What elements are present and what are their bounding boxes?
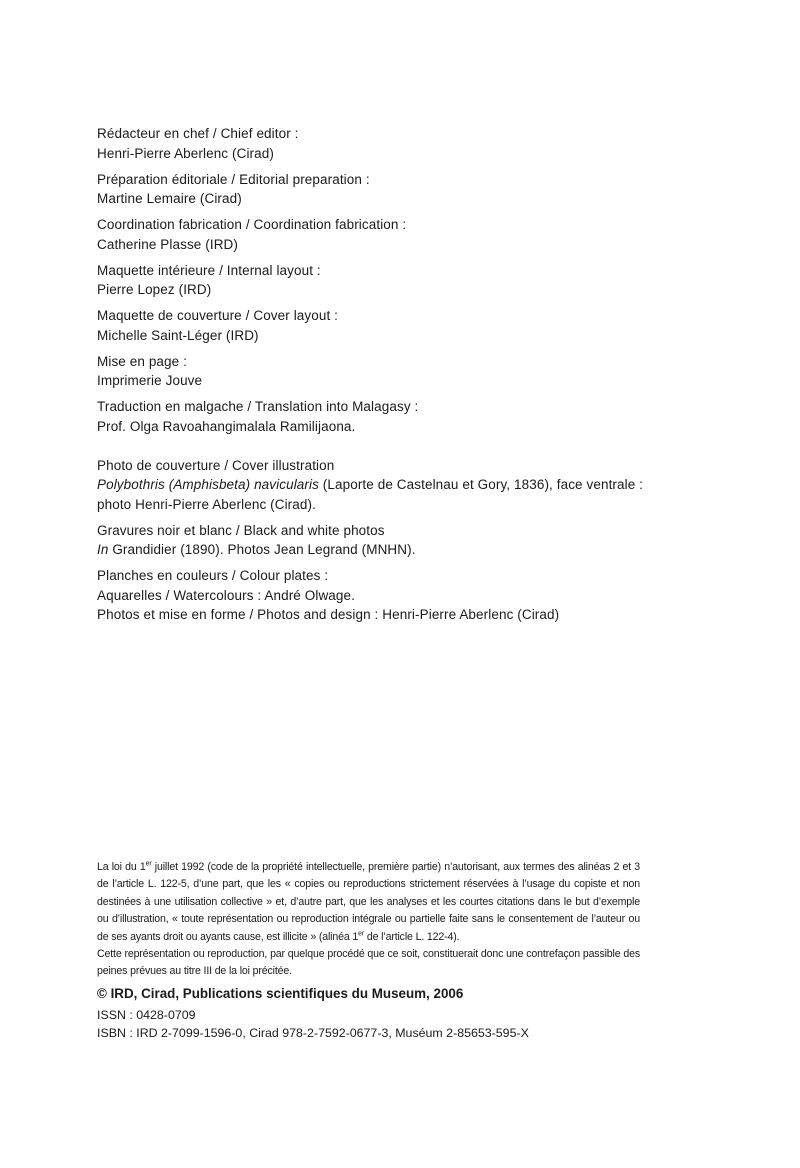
- in-italic: In: [97, 542, 109, 557]
- legal-p1-text: juillet 1992 (code de la propriété intellectuelle, première partie) n’autorisant, aux termes des alinéas 2 et 3 de l’article L. 122-5, d’une part, que les « copies ou reproductions strictement réservées à l’usage du copiste et non destinées à une utilisation collective » et, d’autre part, que les analyses et les courtes citations dans le but d’exemple ou d’illustration, « toute représentation ou reproduction intégrale ou partielle faite sans le consentement de l’auteur ou de ses ayants droit ou ayants cause, est illicite » (alinéa 1: [97, 861, 640, 943]
- credit-label: Mise en page :: [97, 353, 187, 369]
- credit-block-translation: [97, 397, 702, 436]
- legal-superscript-er-1: er: [145, 860, 152, 868]
- credit-label: Gravures noir et blanc / Black and white photos: [97, 522, 385, 538]
- credit-value: Catherine Plasse (IRD): [97, 236, 238, 252]
- credit-value: Henri-Pierre Aberlenc (Cirad): [97, 145, 274, 161]
- legal-notice: [97, 859, 640, 981]
- credits-section: [97, 124, 702, 631]
- photos-design-line: Photos et mise en forme / Photos and design : Henri-Pierre Aberlenc (Cirad): [97, 607, 560, 622]
- legal-superscript-er-2: er: [358, 930, 365, 938]
- credit-block-chief-editor: [97, 124, 702, 163]
- credit-value: Martine Lemaire (Cirad): [97, 191, 242, 206]
- credit-label: Maquette de couverture / Cover layout :: [97, 308, 339, 323]
- legal-p1-text: de l’article L. 122-4).: [364, 930, 460, 943]
- photo-credit-line: photo Henri-Pierre Aberlenc (Cirad).: [97, 496, 316, 512]
- engravings-source-line: [97, 540, 702, 560]
- legal-p1-text: La loi du 1: [97, 861, 146, 873]
- credit-block-engravings: [97, 521, 702, 560]
- legal-paragraph-2: Cette représentation ou reproduction, par quelque procédé que ce soit, constituerait donc une contrefaçon passible des peines prévues au titre III de la loi précitée.: [97, 948, 640, 978]
- credit-value: Pierre Lopez (IRD): [97, 282, 212, 297]
- legal-paragraph-1: [97, 859, 640, 946]
- credit-block-internal-layout: [97, 261, 702, 300]
- species-authority: (Laporte de Castelnau et Gory, 1836), face ventrale :: [318, 477, 644, 492]
- credit-value: Imprimerie Jouve: [97, 373, 203, 388]
- credit-block-cover-layout: [97, 306, 702, 345]
- credit-block-page-setting: [97, 352, 702, 391]
- species-line: [97, 475, 702, 495]
- credit-label: Traduction en malgache / Translation into Malagasy :: [97, 399, 419, 414]
- credit-value: Prof. Olga Ravoahangimalala Ramilijaona.: [97, 418, 356, 434]
- credit-label: Photo de couverture / Cover illustration: [97, 457, 335, 473]
- credit-block-production-coordination: [97, 215, 702, 254]
- credit-block-cover-illustration: [97, 456, 702, 515]
- credit-block-editorial-preparation: [97, 170, 702, 209]
- watercolours-line: Aquarelles / Watercolours : André Olwage.: [97, 587, 355, 603]
- copyright-line: © IRD, Cirad, Publications scientifiques du Museum, 2006: [97, 986, 464, 1001]
- engravings-source-rest: Grandidier (1890). Photos Jean Legrand (MNHN).: [108, 542, 416, 557]
- imprint-section: [97, 985, 702, 1043]
- credit-block-colour-plates: [97, 566, 702, 625]
- credit-label: Maquette intérieure / Internal layout :: [97, 262, 321, 278]
- credit-value: Michelle Saint-Léger (IRD): [97, 327, 259, 343]
- credit-label: Préparation éditoriale / Editorial preparation :: [97, 171, 370, 187]
- species-name-italic: Polybothris (Amphisbeta) navicularis: [97, 477, 319, 492]
- isbn-line: ISBN : IRD 2-7099-1596-0, Cirad 978-2-7592-0677-3, Muséum 2-85653-595-X: [97, 1026, 529, 1041]
- credit-label: Coordination fabrication / Coordination fabrication :: [97, 217, 407, 232]
- credit-label: Rédacteur en chef / Chief editor :: [97, 126, 299, 141]
- issn-line: ISSN : 0428-0709: [97, 1007, 196, 1022]
- credit-label: Planches en couleurs / Colour plates :: [97, 568, 329, 583]
